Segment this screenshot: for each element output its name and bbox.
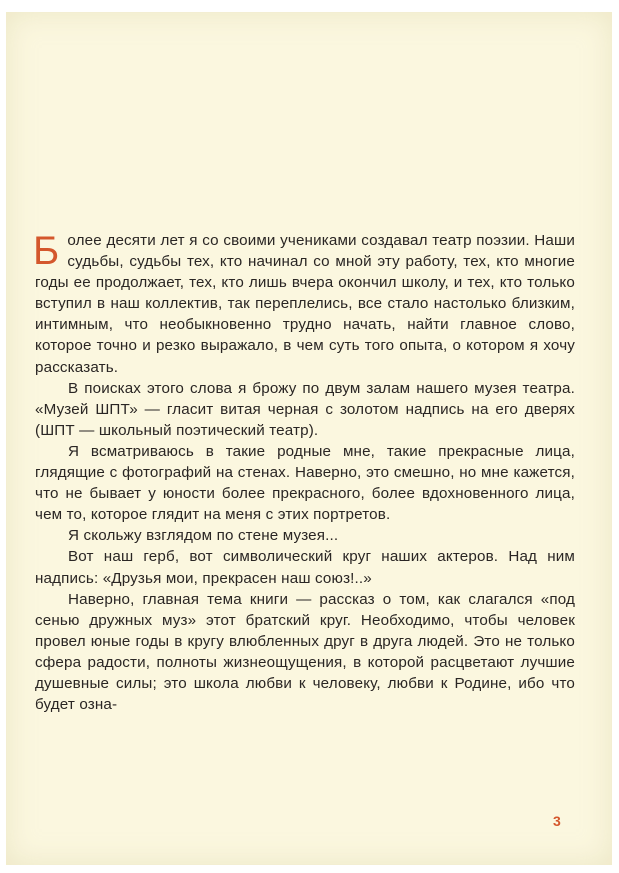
paragraph-1 [35, 230, 575, 378]
drop-cap: Б [33, 229, 60, 273]
body-text [35, 230, 575, 715]
paragraph-6: Наверно, главная тема книги — рассказ о том, как слагался «под сенью дружных муз» этот братский круг. Необходимо, чтобы человек провел юные годы в кругу влюбленных друг в друга людей. Это не только сфера радости, полноты жизнеощущения, в которой расцветают лучшие душевные силы; это школа любви к человеку, любви к Родине, ибо что будет озна- [35, 590, 575, 714]
paragraph-3: Я всматриваюсь в такие родные мне, такие прекрасные лица, глядящие с фотографий на стенах. Наверно, это смешно, но мне кажется, что не бывает у юности более прекрасного, более вдохновенного лица, чем то, которое глядит на меня с этих портретов. [35, 442, 575, 524]
paragraph-1-text: олее десяти лет я со своими учениками создавал театр поэзии. Наши судьбы, судьбы тех, кто начинал со мной эту работу, тех, кто многие годы ее продолжает, тех, кто лишь вчера окончил школу, и тех, кто только вступил в наш коллектив, так переплелись, все стало настолько близким, интимным, что необыкновенно трудно начать, найти главное слово, которое точно и резко выражало, в чем суть того опыта, о котором я хочу рассказать. [35, 232, 575, 376]
book-page [6, 12, 612, 865]
paragraph-2: В поисках этого слова я брожу по двум залам нашего музея театра. «Музей ШПТ» — гласит витая черная с золотом надпись на его дверях (ШПТ — школьный поэтический театр). [35, 379, 575, 439]
paragraph-4: Я скольжу взглядом по стене музея... [68, 527, 339, 545]
paragraph-5: Вот наш герб, вот символический круг наших актеров. Над ним надпись: «Друзья мои, прекрасен наш союз!..» [35, 548, 575, 587]
page-number: 3 [553, 813, 561, 829]
